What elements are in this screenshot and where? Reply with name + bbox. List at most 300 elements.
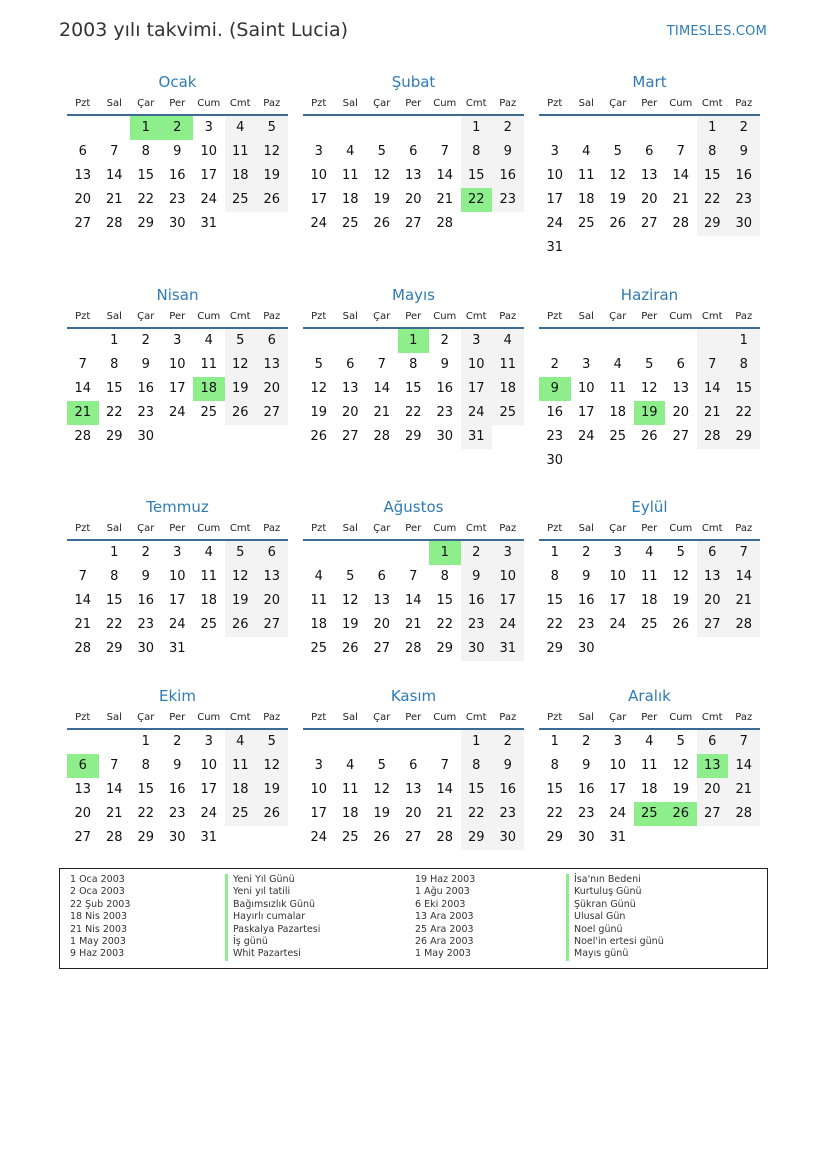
- day-cell: 12: [225, 565, 257, 589]
- day-cell: 20: [74, 806, 92, 821]
- day-cell: 30: [168, 216, 186, 231]
- weekday-label: Cum: [669, 523, 693, 534]
- day-cell: 12: [373, 782, 391, 797]
- day-cell: 8: [728, 353, 760, 377]
- month-5: [303, 283, 524, 449]
- holiday-date: 22 Şub 2003: [70, 898, 131, 910]
- empty-day-cell: [193, 637, 225, 661]
- day-cell: 28: [697, 425, 729, 449]
- day-cell: 23: [492, 188, 524, 212]
- day-cell: 13: [373, 593, 391, 608]
- day-cell: 6: [697, 730, 729, 754]
- week-row: [303, 826, 524, 850]
- day-cell: 20: [640, 192, 658, 207]
- day-cell: 18: [640, 593, 658, 608]
- day-cell: 10: [609, 758, 627, 773]
- month-name: Ağustos: [383, 498, 444, 516]
- day-cell: 6: [256, 541, 288, 565]
- day-cell: 28: [436, 830, 454, 845]
- day-cell: 14: [373, 381, 391, 396]
- weekday-label: Per: [405, 98, 422, 109]
- day-cell: 24: [200, 806, 218, 821]
- day-cell: 26: [640, 429, 658, 444]
- day-cell: 21: [728, 589, 760, 613]
- day-cell: 10: [492, 565, 524, 589]
- day-cell: 23: [436, 405, 454, 420]
- month-12: [539, 684, 760, 850]
- weekday-label: Paz: [263, 311, 281, 322]
- day-cell: 4: [204, 545, 213, 560]
- day-cell: 20: [74, 192, 92, 207]
- day-cell: 20: [404, 806, 422, 821]
- day-cell: 18: [341, 806, 359, 821]
- day-cell: 18: [609, 405, 627, 420]
- day-cell: 13: [697, 565, 729, 589]
- weekday-label: Per: [169, 523, 186, 534]
- weekday-label: Sal: [578, 98, 594, 109]
- weekday-label: Paz: [499, 98, 517, 109]
- day-cell: 24: [609, 806, 627, 821]
- empty-day-cell: [634, 116, 666, 140]
- day-cell: 30: [137, 429, 155, 444]
- day-cell: 23: [546, 429, 564, 444]
- weekday-label: Per: [405, 311, 422, 322]
- day-cell: 11: [225, 754, 257, 778]
- day-cell: 17: [546, 192, 564, 207]
- day-cell: 6: [645, 144, 654, 159]
- empty-day-cell: [492, 212, 524, 236]
- weekday-header: [539, 309, 760, 329]
- day-cell: 20: [697, 589, 729, 613]
- weekday-label: Pzt: [547, 712, 563, 723]
- day-cell: 28: [728, 802, 760, 826]
- weekday-label: Paz: [263, 712, 281, 723]
- day-cell: 5: [256, 730, 288, 754]
- day-cell: 12: [609, 168, 627, 183]
- empty-day-cell: [665, 826, 697, 850]
- day-cell: 30: [168, 830, 186, 845]
- day-cell: 15: [436, 593, 454, 608]
- empty-day-cell: [256, 212, 288, 236]
- holiday-name: Paskalya Pazartesi: [225, 924, 320, 936]
- week-row: [67, 329, 288, 353]
- week-row: [539, 826, 760, 850]
- holiday-date: 6 Eki 2003: [415, 898, 466, 910]
- day-cell: 6: [697, 541, 729, 565]
- empty-day-cell: [398, 541, 430, 565]
- empty-day-cell: [697, 329, 729, 353]
- holiday-day-cell: 26: [665, 802, 697, 826]
- weekday-label: Pzt: [311, 98, 327, 109]
- weekday-label: Per: [641, 98, 658, 109]
- month-name: Mayıs: [392, 286, 435, 304]
- holiday-name: Mayıs günü: [566, 948, 664, 960]
- day-cell: 23: [577, 617, 595, 632]
- week-row: [539, 212, 760, 236]
- day-cell: 20: [697, 778, 729, 802]
- day-cell: 22: [461, 802, 493, 826]
- day-cell: 4: [346, 758, 355, 773]
- day-cell: 21: [436, 806, 454, 821]
- empty-day-cell: [602, 637, 634, 661]
- day-cell: 12: [256, 754, 288, 778]
- holiday-dates-col-1: [70, 874, 130, 961]
- weekday-label: Pzt: [547, 98, 563, 109]
- day-cell: 29: [728, 425, 760, 449]
- empty-day-cell: [366, 730, 398, 754]
- day-cell: 30: [461, 637, 493, 661]
- weekday-label: Pzt: [75, 311, 91, 322]
- day-cell: 14: [436, 168, 454, 183]
- day-cell: 11: [341, 782, 359, 797]
- day-cell: 4: [645, 545, 654, 560]
- holiday-name: Noel'in ertesi günü: [566, 936, 664, 948]
- week-row: [67, 778, 288, 802]
- day-cell: 26: [310, 429, 328, 444]
- day-cell: 26: [225, 613, 257, 637]
- day-cell: 21: [74, 617, 92, 632]
- day-cell: 16: [137, 593, 155, 608]
- week-row: [539, 164, 760, 188]
- day-cell: 5: [256, 116, 288, 140]
- empty-day-cell: [697, 826, 729, 850]
- day-cell: 18: [640, 782, 658, 797]
- day-cell: 21: [404, 617, 422, 632]
- day-cell: 9: [492, 140, 524, 164]
- day-cell: 7: [728, 730, 760, 754]
- holiday-name: Hayırlı cumalar: [225, 911, 320, 923]
- holiday-day-cell: 1: [429, 541, 461, 565]
- day-cell: 9: [461, 565, 493, 589]
- weekday-label: Paz: [263, 98, 281, 109]
- day-cell: 5: [377, 144, 386, 159]
- day-cell: 3: [613, 545, 622, 560]
- day-cell: 14: [672, 168, 690, 183]
- brand-link[interactable]: TIMESLES.COM: [666, 24, 767, 39]
- day-cell: 9: [173, 144, 182, 159]
- weekday-label: Pzt: [75, 98, 91, 109]
- day-cell: 2: [141, 333, 150, 348]
- month-4: [67, 283, 288, 449]
- weekday-label: Cum: [197, 311, 221, 322]
- day-cell: 6: [377, 569, 386, 584]
- empty-day-cell: [571, 449, 603, 473]
- day-cell: 21: [728, 778, 760, 802]
- day-cell: 27: [341, 429, 359, 444]
- day-cell: 24: [310, 216, 328, 231]
- day-cell: 5: [676, 545, 685, 560]
- empty-day-cell: [225, 826, 257, 850]
- day-cell: 8: [461, 140, 493, 164]
- month-name: Ocak: [158, 73, 197, 91]
- weekday-label: Paz: [499, 523, 517, 534]
- empty-day-cell: [665, 329, 697, 353]
- weekday-label: Çar: [137, 523, 155, 534]
- weekday-header: [303, 309, 524, 329]
- weekday-label: Per: [169, 712, 186, 723]
- weekday-label: Per: [169, 98, 186, 109]
- week-row: [539, 637, 760, 661]
- day-cell: 4: [225, 730, 257, 754]
- weekday-header: [303, 521, 524, 541]
- day-cell: 19: [341, 617, 359, 632]
- day-cell: 22: [137, 806, 155, 821]
- holiday-day-cell: 25: [634, 802, 666, 826]
- day-cell: 7: [676, 144, 685, 159]
- day-cell: 15: [404, 381, 422, 396]
- holiday-date: 19 Haz 2003: [415, 874, 476, 885]
- day-cell: 4: [582, 144, 591, 159]
- weekday-label: Sal: [342, 712, 358, 723]
- day-cell: 4: [613, 357, 622, 372]
- day-cell: 14: [436, 782, 454, 797]
- empty-day-cell: [571, 116, 603, 140]
- holiday-name: İsa'nın Bedeni: [566, 874, 664, 886]
- weekday-header: [539, 710, 760, 730]
- holiday-date: 1 Ağu 2003: [415, 886, 470, 898]
- weekday-label: Pzt: [547, 523, 563, 534]
- empty-day-cell: [398, 116, 430, 140]
- empty-day-cell: [303, 730, 335, 754]
- weekday-label: Paz: [499, 311, 517, 322]
- day-cell: 25: [341, 216, 359, 231]
- day-cell: 15: [546, 782, 564, 797]
- weekday-label: Cum: [197, 523, 221, 534]
- weekday-label: Pzt: [75, 712, 91, 723]
- empty-day-cell: [697, 637, 729, 661]
- week-row: [539, 565, 760, 589]
- week-row: [303, 589, 524, 613]
- weekday-label: Paz: [735, 523, 753, 534]
- day-cell: 19: [256, 164, 288, 188]
- week-row: [67, 140, 288, 164]
- day-cell: 21: [105, 192, 123, 207]
- day-cell: 4: [314, 569, 323, 584]
- empty-day-cell: [697, 449, 729, 473]
- day-cell: 11: [200, 569, 218, 584]
- empty-day-cell: [429, 730, 461, 754]
- weekday-label: Cum: [669, 712, 693, 723]
- day-cell: 8: [550, 569, 559, 584]
- day-cell: 29: [461, 826, 493, 850]
- month-10: [67, 684, 288, 850]
- day-cell: 3: [582, 357, 591, 372]
- day-cell: 18: [225, 164, 257, 188]
- weekday-header: [539, 96, 760, 116]
- day-cell: 18: [225, 778, 257, 802]
- month-name: Eylül: [631, 498, 668, 516]
- empty-day-cell: [67, 541, 99, 565]
- day-cell: 28: [74, 641, 92, 656]
- day-cell: 12: [373, 168, 391, 183]
- day-cell: 18: [310, 617, 328, 632]
- day-cell: 11: [341, 168, 359, 183]
- month-name: Nisan: [156, 286, 199, 304]
- weekday-label: Çar: [373, 523, 391, 534]
- day-cell: 30: [577, 830, 595, 845]
- day-cell: 1: [141, 734, 150, 749]
- weekday-label: Cum: [433, 712, 457, 723]
- month-name: Ekim: [159, 687, 196, 705]
- empty-day-cell: [429, 116, 461, 140]
- day-cell: 13: [74, 168, 92, 183]
- week-row: [539, 236, 760, 260]
- holiday-name: Şükran Günü: [566, 899, 664, 911]
- day-cell: 2: [492, 116, 524, 140]
- day-cell: 20: [404, 192, 422, 207]
- day-cell: 9: [728, 140, 760, 164]
- day-cell: 6: [78, 144, 87, 159]
- weekday-header: [539, 521, 760, 541]
- empty-day-cell: [366, 541, 398, 565]
- holiday-day-cell: 6: [67, 754, 99, 778]
- day-cell: 25: [640, 617, 658, 632]
- week-row: [539, 188, 760, 212]
- day-cell: 10: [168, 569, 186, 584]
- day-cell: 9: [141, 569, 150, 584]
- week-row: [67, 212, 288, 236]
- holiday-day-cell: 19: [634, 401, 666, 425]
- weekday-label: Cmt: [465, 311, 487, 322]
- day-cell: 2: [582, 545, 591, 560]
- day-cell: 24: [168, 405, 186, 420]
- weekday-label: Cmt: [465, 523, 487, 534]
- day-cell: 17: [461, 377, 493, 401]
- day-cell: 12: [225, 353, 257, 377]
- empty-day-cell: [303, 116, 335, 140]
- day-cell: 25: [200, 405, 218, 420]
- empty-day-cell: [335, 116, 367, 140]
- day-cell: 7: [697, 353, 729, 377]
- day-cell: 7: [110, 144, 119, 159]
- weekday-label: Sal: [106, 523, 122, 534]
- weekday-label: Per: [641, 311, 658, 322]
- weekday-label: Per: [641, 523, 658, 534]
- week-row: [539, 541, 760, 565]
- day-cell: 4: [225, 116, 257, 140]
- day-cell: 17: [200, 782, 218, 797]
- day-cell: 28: [728, 613, 760, 637]
- day-cell: 2: [728, 116, 760, 140]
- day-cell: 16: [728, 164, 760, 188]
- weekday-label: Çar: [609, 98, 627, 109]
- day-cell: 5: [676, 734, 685, 749]
- day-cell: 25: [225, 188, 257, 212]
- day-cell: 7: [377, 357, 386, 372]
- week-row: [303, 730, 524, 754]
- week-row: [539, 116, 760, 140]
- weekday-label: Çar: [609, 311, 627, 322]
- day-cell: 9: [582, 569, 591, 584]
- empty-day-cell: [492, 425, 524, 449]
- day-cell: 3: [613, 734, 622, 749]
- day-cell: 18: [200, 593, 218, 608]
- empty-day-cell: [728, 236, 760, 260]
- weekday-label: Çar: [373, 98, 391, 109]
- day-cell: 19: [225, 377, 257, 401]
- week-row: [303, 565, 524, 589]
- day-cell: 8: [141, 758, 150, 773]
- day-cell: 3: [314, 144, 323, 159]
- day-cell: 14: [74, 381, 92, 396]
- day-cell: 29: [137, 216, 155, 231]
- holiday-names-col-2: [566, 874, 664, 961]
- week-row: [67, 353, 288, 377]
- day-cell: 2: [141, 545, 150, 560]
- empty-day-cell: [571, 236, 603, 260]
- day-cell: 16: [492, 164, 524, 188]
- weekday-label: Sal: [578, 311, 594, 322]
- day-cell: 14: [74, 593, 92, 608]
- day-cell: 5: [377, 758, 386, 773]
- holiday-day-cell: 1: [130, 116, 162, 140]
- empty-day-cell: [602, 236, 634, 260]
- day-cell: 29: [697, 212, 729, 236]
- day-cell: 28: [105, 216, 123, 231]
- day-cell: 13: [341, 381, 359, 396]
- day-cell: 3: [204, 734, 213, 749]
- week-row: [539, 353, 760, 377]
- weekday-label: Sal: [578, 712, 594, 723]
- day-cell: 24: [577, 429, 595, 444]
- empty-day-cell: [665, 236, 697, 260]
- empty-day-cell: [602, 116, 634, 140]
- day-cell: 12: [672, 758, 690, 773]
- day-cell: 31: [546, 240, 564, 255]
- day-cell: 20: [373, 617, 391, 632]
- day-cell: 19: [225, 589, 257, 613]
- weekday-label: Sal: [106, 712, 122, 723]
- empty-day-cell: [398, 730, 430, 754]
- day-cell: 27: [256, 613, 288, 637]
- empty-day-cell: [697, 236, 729, 260]
- month-name: Şubat: [391, 73, 436, 91]
- day-cell: 25: [200, 617, 218, 632]
- empty-day-cell: [225, 425, 257, 449]
- day-cell: 14: [105, 168, 123, 183]
- day-cell: 11: [492, 353, 524, 377]
- day-cell: 19: [609, 192, 627, 207]
- day-cell: 15: [546, 593, 564, 608]
- day-cell: 12: [310, 381, 328, 396]
- holiday-name: Bağımsızlık Günü: [225, 899, 320, 911]
- day-cell: 23: [168, 192, 186, 207]
- month-name: Mart: [632, 73, 667, 91]
- weekday-label: Cmt: [229, 98, 251, 109]
- day-cell: 14: [728, 754, 760, 778]
- weekday-label: Paz: [735, 98, 753, 109]
- day-cell: 27: [672, 429, 690, 444]
- day-cell: 24: [200, 192, 218, 207]
- day-cell: 31: [492, 637, 524, 661]
- day-cell: 4: [492, 329, 524, 353]
- day-cell: 29: [546, 641, 564, 656]
- weekday-label: Pzt: [75, 523, 91, 534]
- day-cell: 9: [173, 758, 182, 773]
- day-cell: 7: [78, 357, 87, 372]
- day-cell: 15: [728, 377, 760, 401]
- weekday-label: Paz: [735, 311, 753, 322]
- empty-day-cell: [366, 329, 398, 353]
- month-2: [303, 70, 524, 236]
- day-cell: 16: [436, 381, 454, 396]
- holiday-name: Ulusal Gün: [566, 911, 664, 923]
- day-cell: 26: [256, 802, 288, 826]
- day-cell: 25: [609, 429, 627, 444]
- day-cell: 22: [105, 405, 123, 420]
- week-row: [539, 329, 760, 353]
- week-row: [303, 377, 524, 401]
